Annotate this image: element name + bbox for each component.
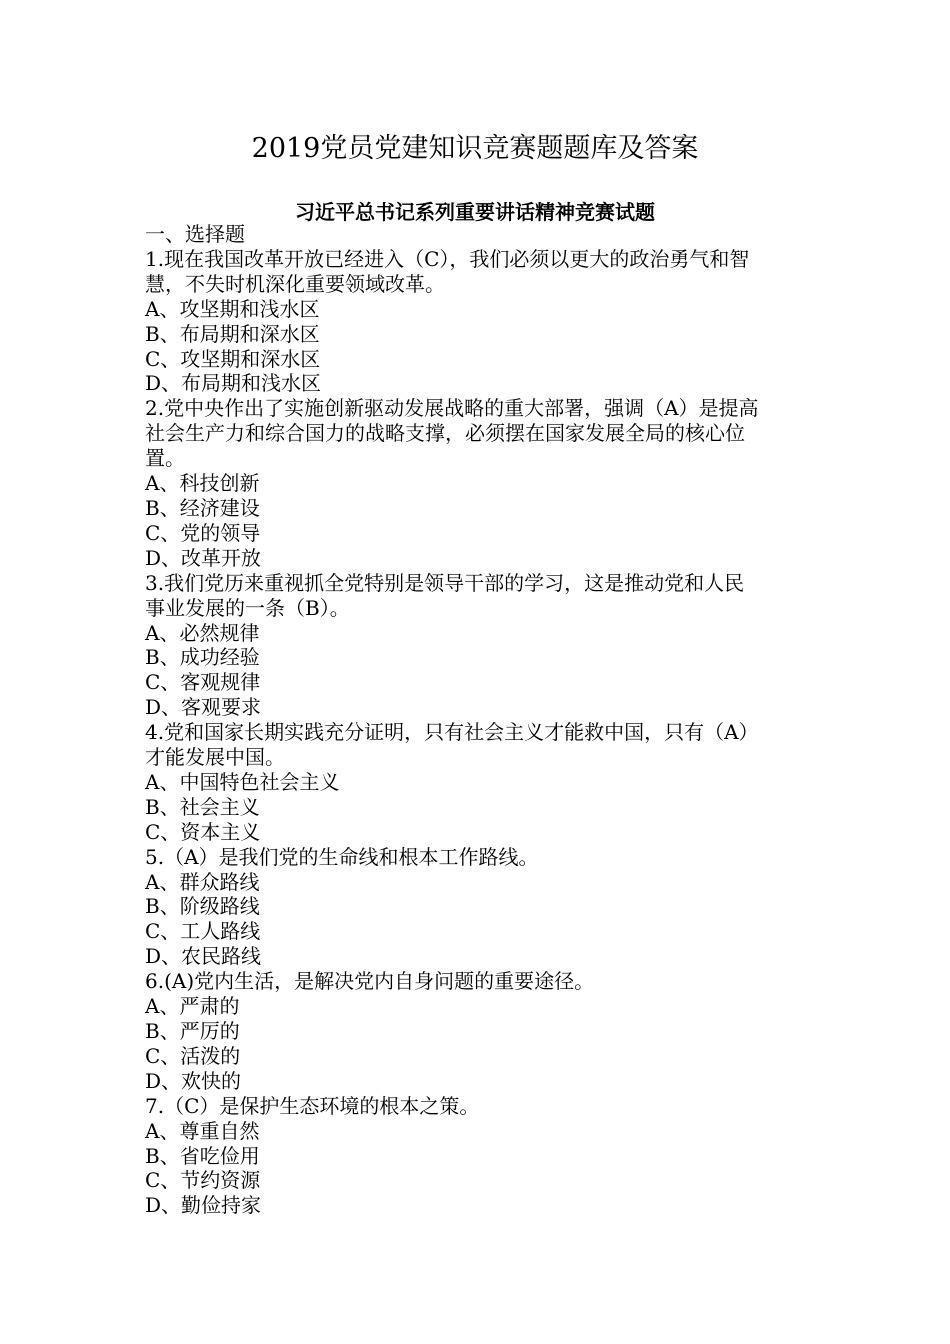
question-3-option-d: D、客观要求 (145, 695, 262, 720)
question-2-option-c: C、党的领导 (145, 520, 261, 545)
question-6-option-c: C、活泼的 (145, 1043, 241, 1068)
question-5-option-d: D、农民路线 (145, 944, 262, 969)
question-6-option-d: D、欢快的 (145, 1068, 242, 1093)
question-1-option-b: B、布局期和深水区 (145, 321, 320, 346)
question-5-text: 5.（A）是我们党的生命线和根本工作路线。 (145, 844, 539, 869)
question-6-option-b: B、严厉的 (145, 1019, 240, 1043)
question-3-option-b: B、成功经验 (145, 645, 260, 670)
question-5-option-b: B、阶级路线 (145, 894, 260, 919)
question-4-text: 4.党和国家长期实践充分证明，只有社会主义才能救中国，只有（A） (145, 720, 759, 745)
question-1-option-a: A、攻坚期和浅水区 (145, 296, 320, 321)
question-1-option-c: C、攻坚期和深水区 (145, 346, 321, 371)
question-7-option-d: D、勤俭持家 (145, 1193, 262, 1218)
question-2-option-d: D、改革开放 (145, 545, 262, 570)
document-body (145, 222, 811, 1218)
section-heading: 一、选择题 (145, 222, 245, 246)
question-4-text-cont: 才能发展中国。 (145, 745, 285, 770)
question-3-option-a: A、必然规律 (145, 620, 260, 645)
question-5-option-c: C、工人路线 (145, 919, 261, 944)
question-7-option-c: C、节约资源 (145, 1168, 261, 1193)
question-7-text: 7.（C）是保护生态环境的根本之策。 (145, 1093, 480, 1118)
question-5-option-a: A、群众路线 (145, 869, 260, 894)
question-4-option-c: C、资本主义 (145, 819, 261, 844)
question-3-text-cont: 事业发展的一条（B）。 (145, 595, 350, 620)
question-2-option-a: A、科技创新 (145, 471, 260, 496)
question-4-option-b: B、社会主义 (145, 794, 260, 819)
document-title: 2019党员党建知识竞赛题题库及答案 (251, 133, 699, 164)
question-6-option-a: A、严肃的 (145, 994, 240, 1019)
document-subtitle: 习近平总书记系列重要讲话精神竞赛试题 (295, 200, 655, 224)
question-1-option-d: D、布局期和浅水区 (145, 371, 322, 396)
question-7-option-b: B、省吃俭用 (145, 1143, 260, 1168)
question-1-text: 1.现在我国改革开放已经进入（C），我们必须以更大的政治勇气和智 (145, 246, 750, 271)
question-2-text-cont-2: 置。 (145, 446, 185, 471)
question-2-option-b: B、经济建设 (145, 495, 260, 520)
question-2-text: 2.党中央作出了实施创新驱动发展战略的重大部署，强调（A）是提高 (145, 396, 759, 421)
question-6-text: 6.(A)党内生活，是解决党内自身问题的重要途径。 (145, 969, 595, 994)
question-2-text-cont: 社会生产力和综合国力的战略支撑，必须摆在国家发展全局的核心位 (145, 421, 745, 446)
question-4-option-a: A、中国特色社会主义 (145, 769, 340, 794)
question-3-option-c: C、客观规律 (145, 670, 261, 695)
question-7-option-a: A、尊重自然 (145, 1118, 260, 1143)
question-3-text: 3.我们党历来重视抓全党特别是领导干部的学习，这是推动党和人民 (145, 570, 745, 595)
question-1-text-cont: 慧，不失时机深化重要领域改革。 (145, 271, 445, 296)
